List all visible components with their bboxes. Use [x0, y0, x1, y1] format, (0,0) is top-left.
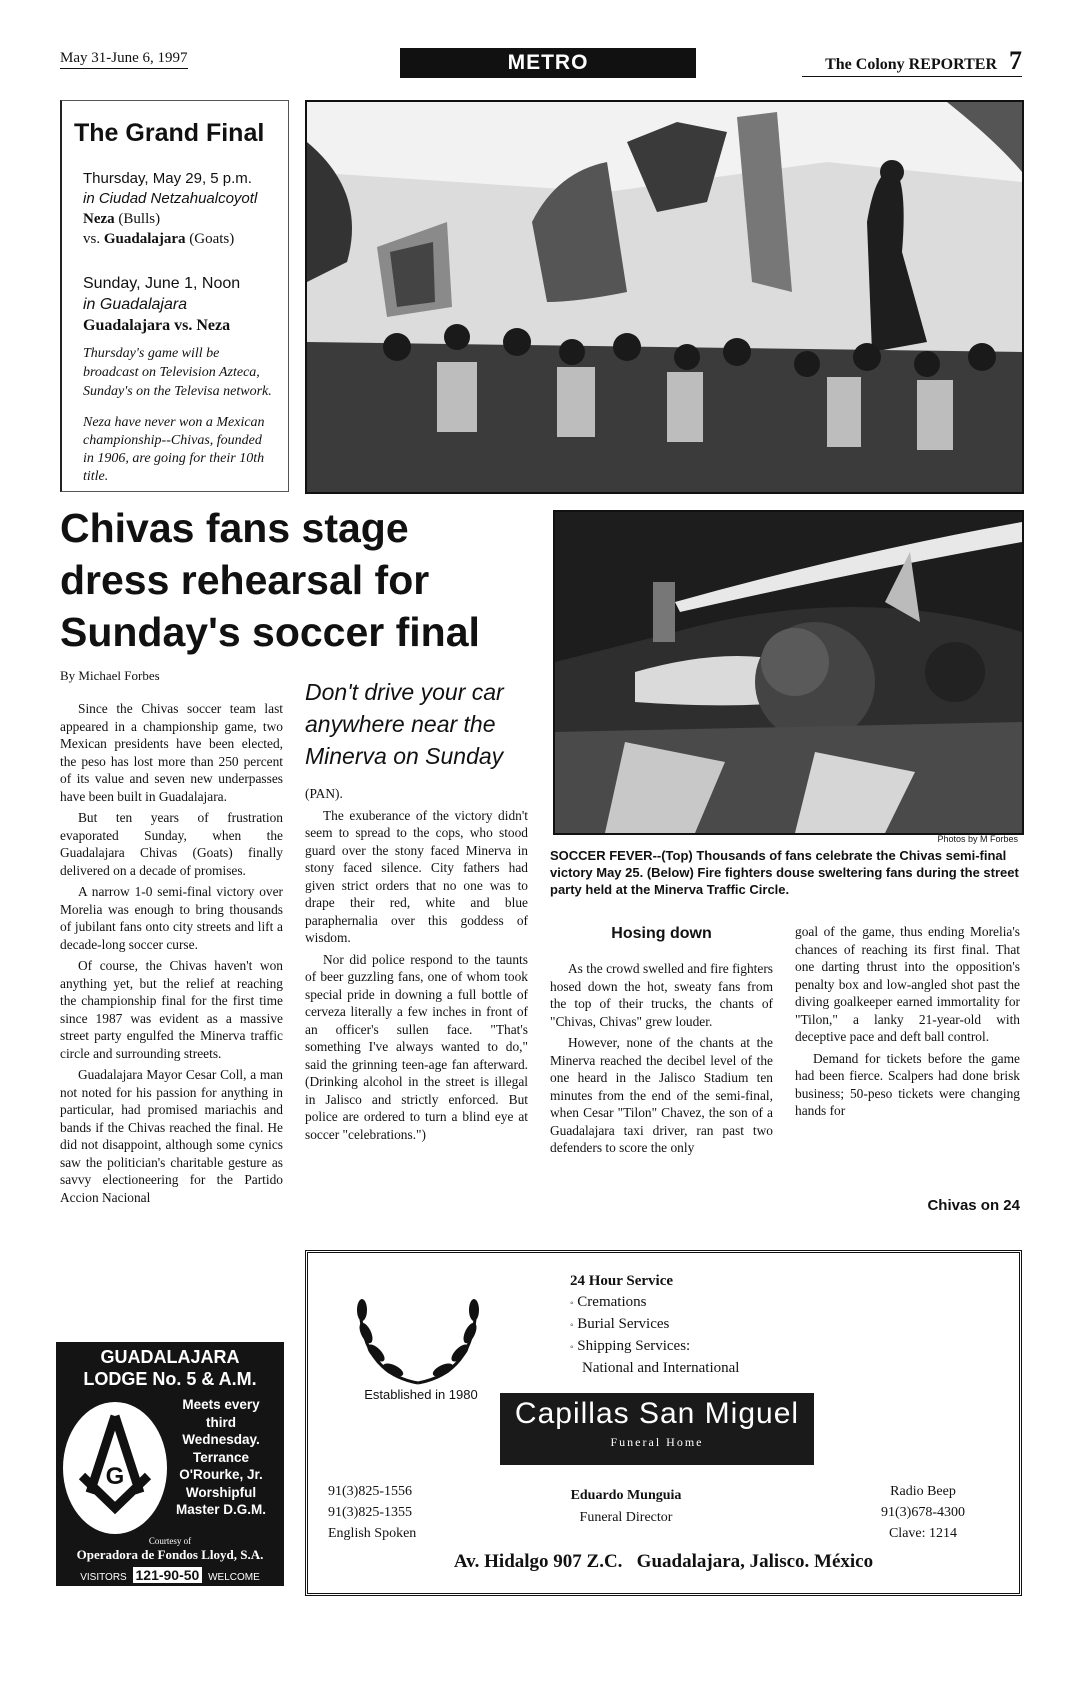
services	[570, 1271, 830, 1379]
game1-when: Thursday, May 29, 5 p.m.	[83, 170, 252, 187]
tv-note: Thursday's game will be broadcast on Television Azteca, Sunday's on the Televisa network.	[83, 346, 272, 399]
lodge-phone: 121-90-50	[133, 1567, 203, 1583]
lodge-meets-3: Wednesday.	[182, 1432, 260, 1447]
director-name: Eduardo Munguia	[570, 1488, 682, 1503]
lodge-meets-7: Master D.G.M.	[175, 1502, 267, 1517]
game2-where: in Guadalajara	[83, 296, 188, 313]
game1-where: in Ciudad Netzahualcoyotl	[83, 190, 258, 207]
grand-final-title: The Grand Final	[74, 119, 265, 147]
service-1: Cremations	[577, 1294, 647, 1310]
game2-match: Guadalajara vs. Neza	[83, 317, 231, 334]
lodge-meets-1: Meets every	[182, 1397, 260, 1412]
game1-team1: Neza	[83, 211, 115, 227]
paragraph: A narrow 1-0 semi-final victory over Morelia was enough to bring thousands of jubilant fans onto city streets and lift a decade-long soccer curse.	[60, 884, 283, 952]
director-title: Funeral Director	[579, 1510, 673, 1525]
headline-line-1: Chivas fans stage	[60, 505, 409, 551]
paragraph: Guadalajara Mayor Cesar Coll, a man not noted for his passion for anything in particular, had promised mariachis and bands if the Chivas reached the final. He did not disappoint, although some cynics saw the politician's charitable gesture as savvy electioneering for the Partido Accion Nacional	[60, 1067, 283, 1205]
svg-text:G: G	[105, 1463, 125, 1490]
game1-team2-nick: (Goats)	[189, 231, 235, 247]
headline-line-3: Sunday's soccer final	[60, 609, 480, 655]
top-photo	[305, 100, 1024, 494]
jump-link[interactable]: Chivas on 24	[927, 1197, 1020, 1214]
headline-line-2: dress rehearsal for	[60, 557, 430, 603]
lodge-visitors-row	[56, 1567, 284, 1583]
lodge-meeting-info	[161, 1396, 281, 1519]
subhead-hosing-down: Hosing down	[611, 925, 712, 942]
lodge-courtesy: Courtesy of	[148, 1536, 192, 1546]
firefighters-hose-image	[555, 512, 1022, 833]
lodge-sponsor: Operadora de Fondos Lloyd, S.A.	[76, 1547, 264, 1562]
lodge-title-1: GUADALAJARA	[100, 1347, 240, 1367]
radio-block	[848, 1481, 998, 1544]
lodge-title-2: LODGE No. 5 & A.M.	[83, 1369, 257, 1389]
article-column-3	[550, 960, 773, 1161]
service-title: 24 Hour Service	[570, 1273, 674, 1289]
section-banner	[400, 48, 696, 78]
article-column-4	[795, 923, 1020, 1124]
brand-sub: Funeral Home	[610, 1435, 704, 1449]
funeral-ad	[305, 1250, 1022, 1596]
lodge-visitors: VISITORS	[80, 1572, 127, 1583]
section-label: METRO	[507, 51, 589, 74]
headline	[60, 502, 530, 658]
radio-label: Radio Beep	[890, 1484, 956, 1499]
article-column-2	[305, 785, 528, 1147]
fans-celebration-image	[307, 102, 1022, 492]
bottom-photo	[553, 510, 1024, 835]
paragraph: Demand for tickets before the game had been fierce. Scalpers had done brisk business; 50-peso tickets were changing hands for	[795, 1050, 1020, 1118]
header-date: May 31-June 6, 1997	[60, 50, 188, 69]
radio-clave: Clave: 1214	[888, 1526, 958, 1541]
game1-details	[83, 169, 279, 249]
paragraph: As the crowd swelled and fire fighters hosed down the hot, sweaty fans from the top of their trucks, the chants of "Chivas, Chivas" grew louder.	[550, 961, 773, 1029]
masonic-emblem-icon	[60, 1398, 170, 1538]
game1-team1-nick: (Bulls)	[118, 211, 161, 227]
paragraph: But ten years of frustration evaporated Sunday, when the Guadalajara Chivas (Goats) finally delivered on a decade of promises.	[60, 810, 283, 878]
paragraph: Since the Chivas soccer team last appeared in a championship game, two Mexican presidents have been elected, the peso has lost more than 250 percent of its value and seven new underpasses have been built in Guadalajara.	[60, 701, 283, 804]
paragraph: However, none of the chants at the Minerva reached the decibel level of the one heard in the Jalisco Stadium ten minutes from the end of the semi-final, when Cesar "Tilon" Chavez, the son of a Guadalajara taxi driver, ran past two defenders to score the only	[550, 1035, 773, 1155]
laurel-wreath-icon	[348, 1278, 488, 1388]
english-spoken: English Spoken	[328, 1526, 417, 1541]
phone-1: 91(3)825-1556	[328, 1484, 412, 1499]
photo-credit: Photos by M Forbes	[937, 834, 1018, 844]
radio-phone: 91(3)678-4300	[881, 1505, 965, 1520]
brand-banner	[500, 1393, 814, 1465]
byline: By Michael Forbes	[60, 668, 160, 683]
bullet-icon: ◦	[570, 1320, 574, 1331]
game2-when: Sunday, June 1, Noon	[83, 275, 241, 292]
lodge-welcome: WELCOME	[208, 1572, 260, 1583]
lodge-meets-5: O'Rourke, Jr.	[179, 1467, 263, 1482]
paragraph: The exuberance of the victory didn't seem to spread to the cops, who stood guard over the stony faced Minerva in stony faced silence. City fathers had given strict orders that no one was to drape their red, white and blue paraphernalia over this goddess of wisdom.	[305, 807, 528, 945]
phone-2: 91(3)825-1355	[328, 1505, 412, 1520]
paragraph: goal of the game, thus ending Morelia's chances of reaching its first final. That one darting thrust into the opposition's penalty box and low-angled shot past the diving goalkeeper earned immortality for "Tilon," a lanky 21-year-old with deceptive pace and deft ball control.	[795, 924, 1020, 1044]
header-paper	[802, 46, 1022, 77]
phone-block	[328, 1481, 488, 1544]
bullet-icon: ◦	[570, 1298, 574, 1309]
game2-details	[83, 273, 279, 336]
title-note: Neza have never won a Mexican championship--Chivas, founded in 1906, are going for their 10th title.	[83, 415, 265, 484]
lodge-meets-6: Worshipful	[185, 1484, 257, 1500]
service-2: Burial Services	[577, 1316, 670, 1332]
paragraph: Nor did police respond to the taunts of beer guzzling fans, one of whom took special pride in downing a full bottle of cerveza literally a few inches in front of an officer's sullen face. "That's something I've always wanted to do," said the grinning teen-age fan afterward. (Drinking alcohol in the street is illegal in Jalisco and strictly enforced. But police are ordered to turn a blind eye at soccer "celebrations.")	[305, 951, 528, 1142]
bullet-icon: ◦	[570, 1342, 574, 1353]
pull-quote: Don't drive your car anywhere near the Minerva on Sunday	[305, 679, 504, 769]
director-block	[536, 1485, 716, 1529]
paragraph: Of course, the Chivas haven't won anything yet, but the relief at reaching the championship final for the first time since 1987 was evident as a massive street party engulfed the Minerva traffic circle and surrounding streets.	[60, 958, 283, 1061]
article-column-1	[60, 700, 283, 1210]
lodge-meets-2: third	[206, 1414, 236, 1430]
service-3b: National and International	[582, 1360, 740, 1376]
game1-team2: Guadalajara	[103, 231, 186, 247]
game1-vs: vs.	[83, 231, 101, 247]
page-number: 7	[1009, 46, 1022, 75]
brand-name: Capillas San Miguel	[514, 1397, 800, 1430]
paragraph: (PAN).	[305, 786, 343, 801]
established: Established in 1980	[364, 1387, 478, 1402]
grand-final-box	[60, 100, 289, 492]
service-3: Shipping Services:	[577, 1338, 691, 1354]
photo-caption: SOCCER FEVER--(Top) Thousands of fans celebrate the Chivas semi-final victory May 25. (Below) Fire fighters douse sweltering fans during the street party held at the Minerva Traffic Circle.	[550, 848, 1019, 897]
lodge-meets-4: Terrance	[192, 1449, 250, 1465]
address: Av. Hidalgo 907 Z.C. Guadalajara, Jalisco. México	[453, 1551, 874, 1572]
lodge-ad	[56, 1342, 284, 1586]
paper-name: The Colony REPORTER	[825, 56, 997, 73]
